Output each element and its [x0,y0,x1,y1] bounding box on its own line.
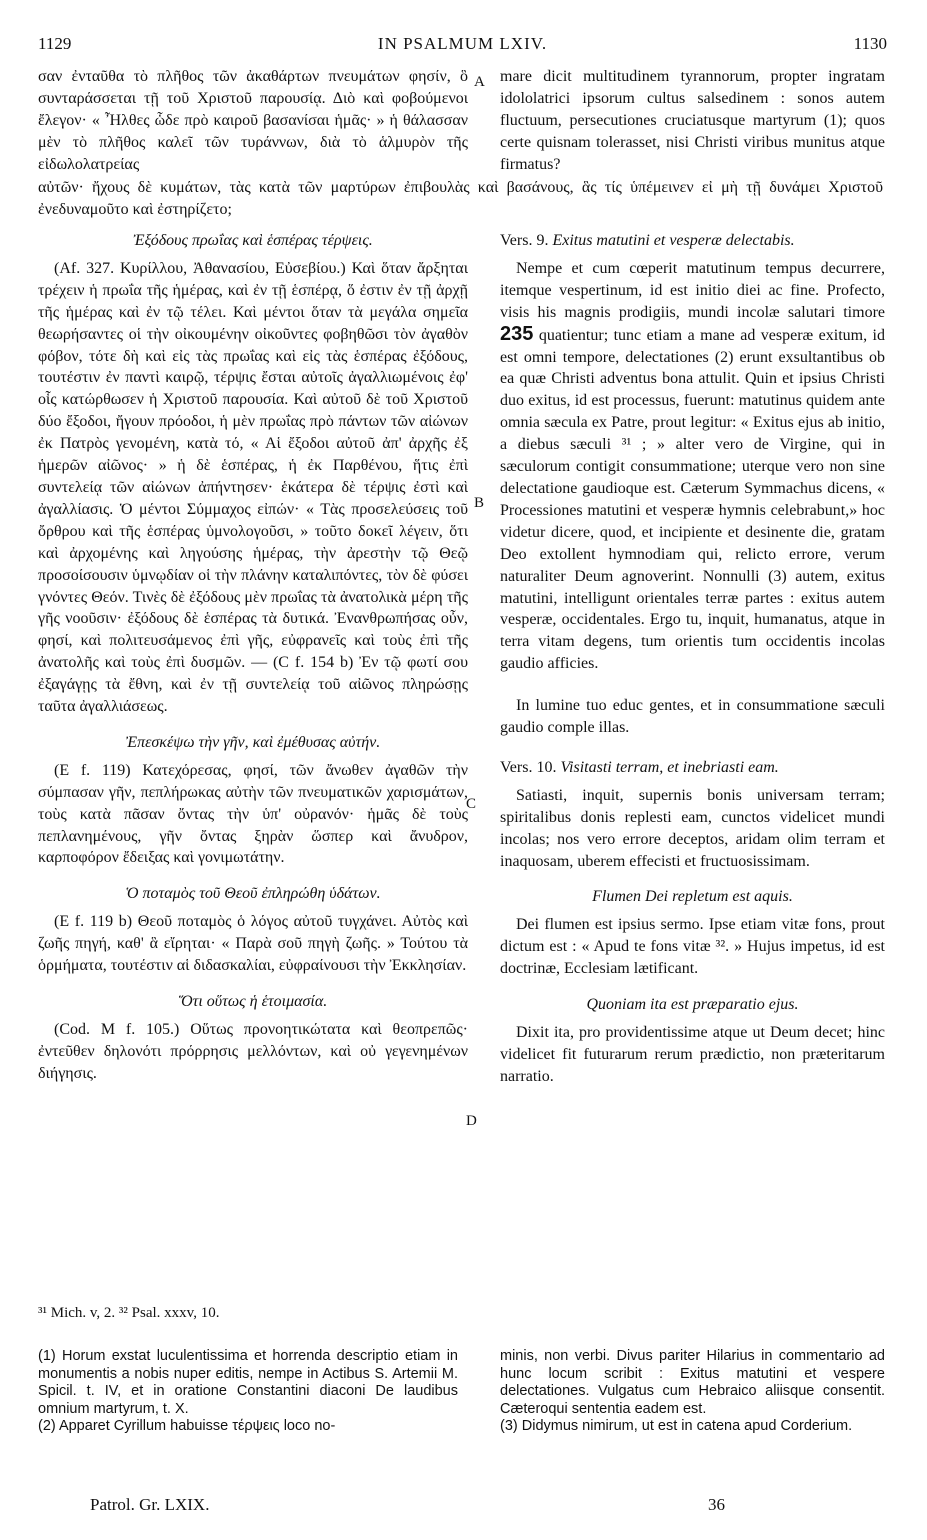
verse-number: Vers. 10. [500,758,557,776]
greek-heading: Ἐξόδους πρωΐας καὶ ἑσπέρας τέρψεις. [133,232,373,249]
greek-paragraph: σαν ἐνταῦθα τὸ πλῆθος τῶν ἀκαθάρτων πνευμάτων φησίν, ὃ συνταράσσεται τῇ τοῦ Χριστοῦ παρουσίᾳ. Διὸ καὶ φοβούμενοι ἔλεγον· « Ἦλθες ὧδε πρὸ καιροῦ βασανίσαι ἡμᾶς· » ἡ θάλασσαν μὲν τὸ πλῆθος καλεῖ τῶν τυράννων, διὰ τὸ ἁλμυρὸν τῆς εἰδωλολατρείας [38,68,468,173]
latin-heading: Flumen Dei repletum est aquis. [592,888,793,906]
footnote: (1) Horum exstat luculentissima et horrenda descriptio etiam in monumentis a nobis nuper editis, nempe in Actibus S. Artemii M. Spicil. t. IV, et in oratione Constantini diaconi De laudibus omnium martyrum, t. X. [38,1348,458,1417]
footnotes-left [38,1348,458,1436]
greek-column-top [38,66,468,176]
latin-text: quatientur; tunc etiam a mane ad vesperæ exitum, id est omni tempore, delectationes (2) erunt exsultantibus ob ea quæ Christi adventus bona attulit. Quin et ipsius Christi duo exitus, id est processus, fuerunt: matutinus quidem ante omnia sæcula ex Patre, prout legitur: « Exitus ejus ab initio, a diebus sæculi ³¹ ; » alter vero de Virgine, qui in sæculorum contigit consummatione; uterque vero non sine delectatione gaudioque est. Cæterum Symmachus dicens, « Processiones matutini et vesperæ hymnis celebrabunt,» hoc videtur dicere, quod, et incipiente et desinente die, gratam Deo extollent hymnodiam qui, relicto errore, verum naturaliter Deum agnoverint. Nonnulli (3) autem, exitus matutini, intelligunt orientales terræ partes : exitus autem vesperæ, occidentales. Ergo tu, inquit, humanatus, atque in terra vitam degens, tum orientis tum occidentis incolas gaudio afficies. [500,326,886,673]
greek-heading: Ὁ ποταμὸς τοῦ Θεοῦ ἐπληρώθη ὑδάτων. [125,885,381,903]
latin-verse-heading [500,230,885,252]
footnote: minis, non verbi. Divus pariter Hilarius in commentario ad hunc locum scribit : Exitus matutini et vespere delectationes. Vulgatus cum Hebraico aliisque consentit. Cæteroqui sententia eadem est. [500,1348,885,1417]
greek-spanning-text: αὐτῶν· ἤχους δὲ κυμάτων, τὰς κατὰ τῶν μαρτύρων ἐπιβουλὰς καὶ βασάνους, ἃς τίς ὑπέμεινεν εἰ μὴ τῇ δυνάμει Χριστοῦ ἐνεδυναμοῦτο καὶ ἐστηρίζετο; [38,179,883,218]
greek-column-main [38,226,468,1085]
greek-heading: Ἐπεσκέψω τὴν γῆν, καὶ ἐμέθυσας αὐτήν. [125,733,381,751]
verse-number: Vers. 9. [500,232,549,249]
footer-signature: 36 [708,1495,725,1514]
margin-letter-c: C [466,796,477,812]
margin-letter-a: A [474,74,485,90]
page-number-left: 1129 [38,34,72,53]
latin-paragraph: Satiasti, inquit, supernis bonis universam terram; spiritalibus donis replesti eam, cunctos videlicet mundi incolas; nos vero errore deceptos, aridam olim terram et inaquosam, uberem effecisti et fructuosissimam. [500,786,885,870]
latin-column-main [500,226,885,1088]
latin-column-top [500,66,885,176]
footnote: (3) Didymus nimirum, ut est in catena apud Corderium. [500,1418,853,1434]
footnotes-right [500,1348,885,1436]
latin-paragraph: Dei flumen est ipsius sermo. Ipse etiam vitæ fons, prout dictum est : « Apud te fons vitæ ³². » Hujus impetus, id est doctrinæ, Ecclesiam lætificant. [500,916,885,978]
greek-paragraph: (E f. 119) Κατεχόρεσας, φησί, τῶν ἄνωθεν ἀγαθῶν τὴν σύμπασαν γῆν, πεπλήρωκας αὐτὴν τῶν πνευματικῶν χαρισμάτων, τοὺς κατὰ πᾶσαν ὄντας τὴν ὑπ' οὐρανόν· ἡμᾶς δὲ τοὺς πεπλανημένους, γῆν ὄντας ξηρὰν ὥσπερ καὶ ἄνυδρον, καρποφόρον ἔδειξας καὶ γονιμωτάτην. [38,761,468,867]
greek-paragraph: (Af. 327. Κυρίλλου, Ἀθανασίου, Εὐσεβίου.) Καὶ ὅταν ἄρξηται τρέχειν ἡ πρωΐα τῆς ἡμέρας, καὶ ἐν τῇ ἑσπέρᾳ, ὅ ἐστιν ἐν τῇ ἀρχῇ τῆς ἡμέρας καὶ ἐν τῷ τέλει. Καὶ μέντοι ὅταν τὰ μεγάλα σημεῖα θεωρήσαντες οἱ τὴν οἰκουμένην οἰκοῦντες φοβηθῶσι τὸν ἀγαθὸν φόβον, τότε δὴ καὶ εἰς τὰς πρωΐας καὶ εἰς τὰς ἑσπέρας ἐξόδους, τουτέστιν ἐν παντὶ καιρῷ, τέρψις ἔσται αὐτοῖς ἀγαλλιωμένοις ἐφ' οἷς κατώρθωσεν ἡ Χριστοῦ παρουσία. Καὶ αὐτοῦ δὲ τοῦ Χριστοῦ δύο ἔξοδοι, ἤγουν πρόοδοι, ἡ μὲν πρωΐας πρὸ πάντων τῶν αἰώνων ἐκ Πατρὸς γενομένη, κατὰ τό, « Αἱ ἔξοδοι αὐτοῦ ἀπ' ἀρχῆς ἐξ ἡμερῶν αἰῶνος· » ἡ δὲ ἑσπέρας, ἡ ἐκ Παρθένου, ἥτις ἐπὶ συντελείᾳ τῶν αἰώνων ἀπήντησεν· ἑκάτερα δὲ τέρψις ἐστὶ καὶ ἀγαλλίασις. Ὁ μέντοι Σύμμαχος εἰπών· « Τὰς προσελεύσεις τοῦ ὄρθρου καὶ τῆς ἑσπέρας ὑμνολογοῦσι, » τοῦτο δοκεῖ λέγειν, ὅτι καὶ ἀρχομένης καὶ ληγούσης ἡμέρας, τὴν ἀρεστὴν τῷ Θεῷ προσοίσουσιν ὑμνῳδίαν οἱ τὴν πλάνην καταλιπόντες, τὸν δὲ φύσει γνόντες Θεόν. Τινὲς δὲ ἐξόδους μὲν πρωΐας τὰ ἀνατολικὰ μέρη τῆς γῆς νοοῦσιν· ἐξόδους δὲ ἑσπέρας τὰ δυτικά. Ἐνανθρωπήσας οὖν, φησί, καὶ πολιτευσάμενος ἐπὶ γῆς, εὐφρανεῖς καὶ τοὺς ἐπὶ τῆς ἀνατολῆς καὶ τοὺς ἐπὶ δυσμῶν. — (C f. 154 b) Ἐν τῷ φωτί σου ἐξαγάγῃς τὰ ἔθνη, καὶ ἐν τῇ συντελείᾳ τοῦ αἰῶνος πληρώσῃς ταῦτα ἀγαλλιάσεως. [38,259,468,716]
scripture-references: ³¹ Mich. v, 2. ³² Psal. xxxv, 10. [38,1305,220,1321]
latin-paragraph: Dixit ita, pro providentissime atque ut Deum decet; hinc videlicet fit futurarum rerum prædictio, non præteritarum narratio. [500,1024,885,1085]
page-header [38,34,887,58]
margin-letter-d: D [466,1113,477,1129]
latin-paragraph: In lumine tuo educ gentes, et in consummatione sæculi gaudio comple illas. [500,697,885,737]
page-number-right: 1130 [853,34,887,53]
running-title: IN PSALMUM LXIV. [377,34,548,53]
latin-verse-heading [500,757,885,779]
margin-letter-b: B [474,495,485,511]
verse-text: Visitasti terram, et inebriasti eam. [560,758,779,776]
greek-paragraph: (E f. 119 b) Θεοῦ ποταμὸς ὁ λόγος αὐτοῦ τυγχάνει. Αὐτὸς καὶ ζωῆς πηγή, καθ' ἃ εἴρηται· « Παρὰ σοῦ πηγὴ ζωῆς. » Τούτου τὰ ὁρμήματα, τουτέστιν αἱ διδασκαλίαι, εὐφραίνουσι τὴν Ἐκκλησίαν. [38,913,468,975]
latin-paragraph: mare dicit multitudinem tyrannorum, propter ingratam idololatrici ipsorum cultus salsedinem : sonos autem fluctuum, persecutiones cruciatusque martyrum (1); quos certe quisnam tolerasset, nisi Christi viribus munitus atque firmatus? [500,68,885,173]
latin-paragraph [500,258,885,675]
latin-text: Nempe et cum cœperit matutinum tempus decurrere, itemque vespertinum, id est initio diei ac fine. Profecto, visis his magnis prodigiis, mundi incolæ salutari timore [500,259,885,321]
greek-paragraph: (Cod. M f. 105.) Οὕτως προνοητικώτατα καὶ θεοπρεπῶς· ἐντεῦθεν δηλονότι πρόρρησις μελλόντων, καὶ οὐ γεγενημένων διήγησις. [38,1020,468,1082]
latin-heading: Quoniam ita est præparatio ejus. [586,996,799,1014]
greek-heading: Ὅτι οὕτως ἡ ἑτοιμασία. [178,993,328,1010]
page-marker: 235 [500,322,534,345]
verse-text: Exitus matutini et vesperæ delectabis. [552,232,795,249]
footer-volume: Patrol. Gr. LXIX. [90,1495,210,1514]
footnote: (2) Apparet Cyrillum habuisse τέρψεις loco no- [38,1418,336,1434]
